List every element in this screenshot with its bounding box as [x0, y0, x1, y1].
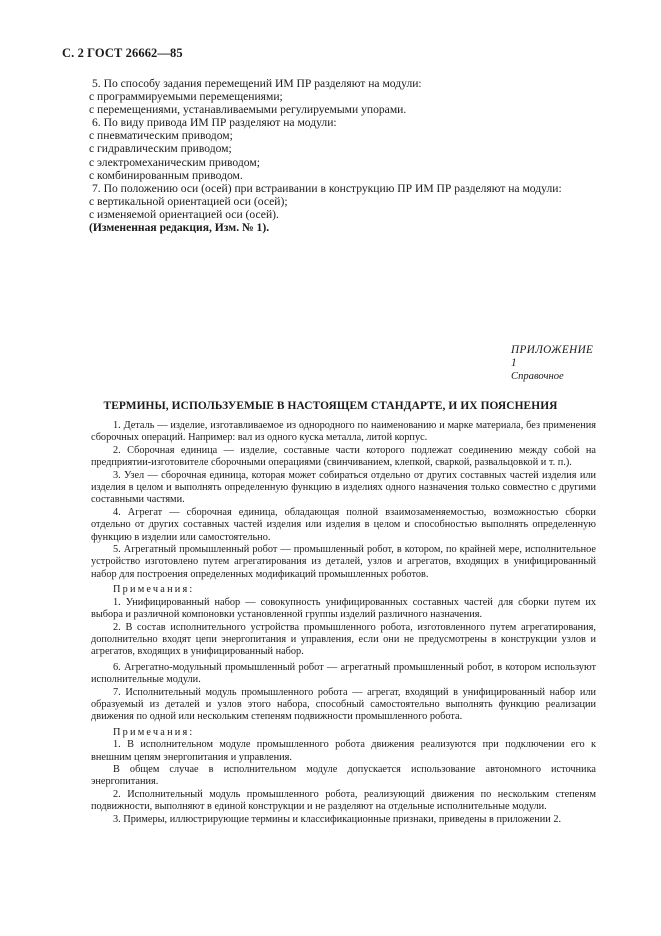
classification-line: с вертикальной ориентацией оси (осей); [89, 194, 288, 208]
page-header: С. 2 ГОСТ 26662—85 [62, 46, 183, 60]
classification-line: 6. По виду привода ИМ ПР разделяют на модули: [92, 116, 337, 130]
note-paragraph: 2. В состав исполнительного устройства промышленного робота, изготовленного путем агрегатирования, дополнительно входят цепи энергопитания и управления, если они не предусмотрены в конструкции узлов и агрегатов, входящих в унифицированный набор. [91, 621, 596, 658]
term-paragraph: 4. Агрегат — сборочная единица, обладающая полной взаимозаменяемостью, возможностью сборки отдельно от других составных частей изделия или изделия в целом и способностью выполнять определенную функцию в изделии или самостоятельно. [91, 506, 596, 543]
classification-line: с пневматическим приводом; [89, 129, 233, 143]
term-paragraph: 5. Агрегатный промышленный робот — промышленный робот, в котором, по крайней мере, исполнительное устройство изготовлено путем агрегатирования из деталей, узлов и агрегатов, входящих в унифицированный набор для построения определенных модификаций промышленных роботов. [91, 544, 596, 580]
classification-line: 5. По способу задания перемещений ИМ ПР разделяют на модули: [92, 77, 422, 90]
classification-line: с комбинированным приводом. [89, 168, 243, 182]
term-paragraph: 6. Агрегатно-модульный промышленный робот — агрегатный промышленный робот, в котором используют исполнительные модули. [91, 661, 596, 686]
note-paragraph: 1. В исполнительном модуле промышленного робота движения реализуются при подключении его к внешним цепям энергопитания и управления. [91, 739, 596, 763]
classification-line: с перемещениями, устанавливаемыми регулируемыми упорами. [89, 103, 407, 117]
appendix-subtitle: Справочное [511, 371, 564, 383]
appendix-label [511, 344, 595, 384]
section-title: ТЕРМИНЫ, ИСПОЛЬЗУЕМЫЕ В НАСТОЯЩЕМ СТАНДАРТЕ, И ИХ ПОЯСНЕНИЯ [103, 400, 558, 412]
classification-line: с гидравлическим приводом; [89, 142, 232, 156]
classification-line: с изменяемой ориентацией оси (осей). [89, 207, 279, 221]
term-paragraph: 3. Узел — сборочная единица, которая может собираться отдельно от других составных частей изделия или изделия в целом и выполнять определенную функцию в изделиях одного назначения только совместно с другими составными частями. [91, 469, 596, 506]
notes-heading: Примечания: [113, 584, 195, 596]
classification-line: с электромеханическим приводом; [89, 155, 260, 169]
appendix-title: ПРИЛОЖЕНИЕ 1 [511, 344, 594, 370]
note-paragraph: 2. Исполнительный модуль промышленного робота, реализующий движения по нескольким степеням подвижности, выполняют в единой конструкции и не разделяют на отдельные исполнительные модули. [91, 788, 596, 813]
term-paragraph: 7. Исполнительный модуль промышленного робота — агрегат, входящий в унифицированный набор или образуемый из деталей и узлов этого набора, способный самостоятельно выполнять функцию реализации движения по одной или нескольким степеням подвижности промышленного робота. [91, 686, 596, 723]
amendment-note: (Измененная редакция, Изм. № 1). [89, 221, 270, 235]
classification-block [89, 77, 609, 234]
note-paragraph: 3. Примеры, иллюстрирующие термины и классификационные признаки, приведены в приложении 2. [113, 813, 562, 825]
note-paragraph: В общем случае в исполнительном модуле допускается использование автономного источника энергопитания. [91, 763, 596, 788]
classification-line: с программируемыми перемещениями; [89, 90, 283, 104]
term-paragraph: 1. Деталь — изделие, изготавливаемое из однородного по наименованию и марке материала, без применения сборочных операций. Например: вал из одного куска металла, литой корпус. [91, 420, 596, 444]
terms-body [91, 420, 596, 826]
classification-line: 7. По положению оси (осей) при встраивании в конструкцию ПР ИМ ПР разделяют на модули: [92, 181, 562, 195]
term-paragraph: 2. Сборочная единица — изделие, составные части которого подлежат соединению между собой на предприятии-изготовителе сборочными операциями (свинчиванием, клепкой, сваркой, развальцовкой и т. п.). [91, 444, 596, 469]
note-paragraph: 1. Унифицированный набор — совокупность унифицированных составных частей для сборки путем их выбора и различной компоновки установленной группы изделий различного назначения. [91, 596, 596, 621]
notes-heading: Примечания: [113, 726, 195, 738]
